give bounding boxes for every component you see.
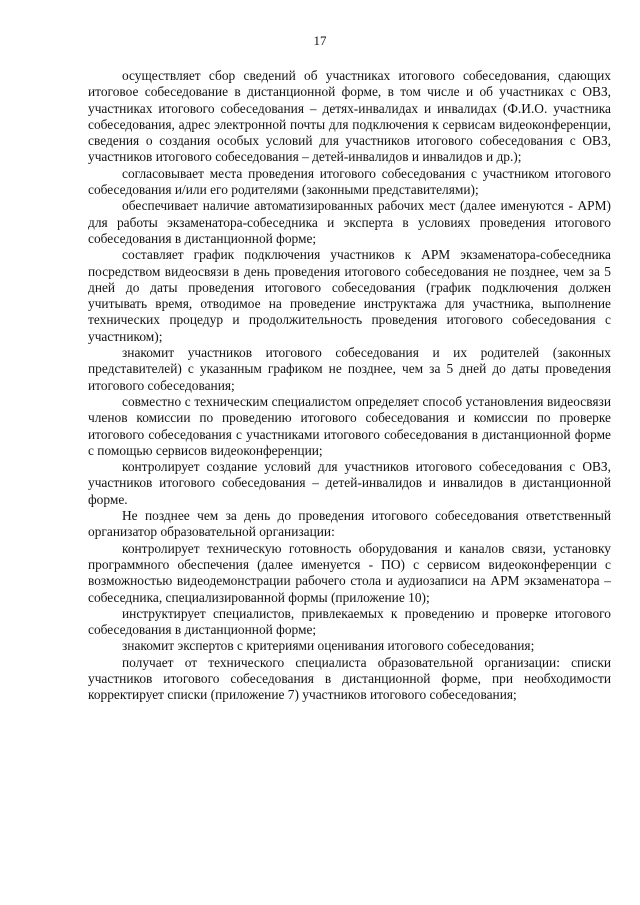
paragraph: инструктирует специалистов, привлекаемых к проведению и проверке итогового собеседования в дистанционной форме; [88, 605, 611, 638]
paragraph: знакомит экспертов с критериями оценивания итогового собеседования; [122, 638, 535, 654]
paragraph: контролирует техническую готовность оборудования и каналов связи, установку программного обеспечения (далее именуется - ПО) с сервисом видеоконференции с возможностью видеодемонстрации рабочего стола и аудиозаписи на АРМ экзаменатора – собеседника, специализированной формы (приложение 10); [88, 540, 611, 605]
paragraph: получает от технического специалиста образовательной организации: списки участников итогового собеседования в дистанционной форме, при необходимости корректирует списки (приложение 7) участников итогового собеседования; [88, 654, 611, 703]
paragraph: контролирует создание условий для участников итогового собеседования с ОВЗ, участников итогового собеседования – детей-инвалидов и инвалидов в дистанционной форме. [88, 459, 611, 507]
paragraph: составляет график подключения участников к АРМ экзаменатора-собеседника посредством видеосвязи в день проведения итогового собеседования не позднее, чем за 5 дней до даты проведения итогового собеседования (график подключения должен учитывать время, отводимое на проведение инструктажа для участника, выполнение технических процедур и продолжительность проведения итогового собеседования с участником); [88, 247, 611, 344]
document-body [88, 68, 611, 704]
page-number: 17 [313, 33, 327, 48]
paragraph: Не позднее чем за день до проведения итогового собеседования ответственный организатор образовательной организации: [88, 508, 611, 540]
paragraph: согласовывает места проведения итогового собеседования с участником итогового собеседования и/или его родителями (законными представителями); [88, 165, 611, 198]
paragraph: знакомит участников итогового собеседования и их родителей (законных представителей) с указанным графиком не позднее, чем за 5 дней до даты проведения итогового собеседования; [88, 345, 611, 393]
paragraph: обеспечивает наличие автоматизированных рабочих мест (далее именуются - АРМ) для работы экзаменатора-собеседника и эксперта в условиях проведения итогового собеседования в дистанционной форме; [88, 198, 611, 246]
paragraph: осуществляет сбор сведений об участниках итогового собеседования, сдающих итоговое собеседование в дистанционной форме, в том числе и об участниках с ОВЗ, участниках итогового собеседования – детях-инвалидах и инвалидах (Ф.И.О. участника собеседования, адрес электронной почты для подключения к сервисам видеоконференции, сведения о создания особых условий для участников итогового собеседования с ОВЗ, участников итогового собеседования – детей-инвалидов и инвалидов и др.); [88, 68, 611, 165]
paragraph: совместно с техническим специалистом определяет способ установления видеосвязи членов комиссии по проведению итогового собеседования и комиссии по проверке итогового собеседования с участниками итогового собеседования в дистанционной форме с помощью сервисов видеоконференции; [88, 393, 611, 458]
